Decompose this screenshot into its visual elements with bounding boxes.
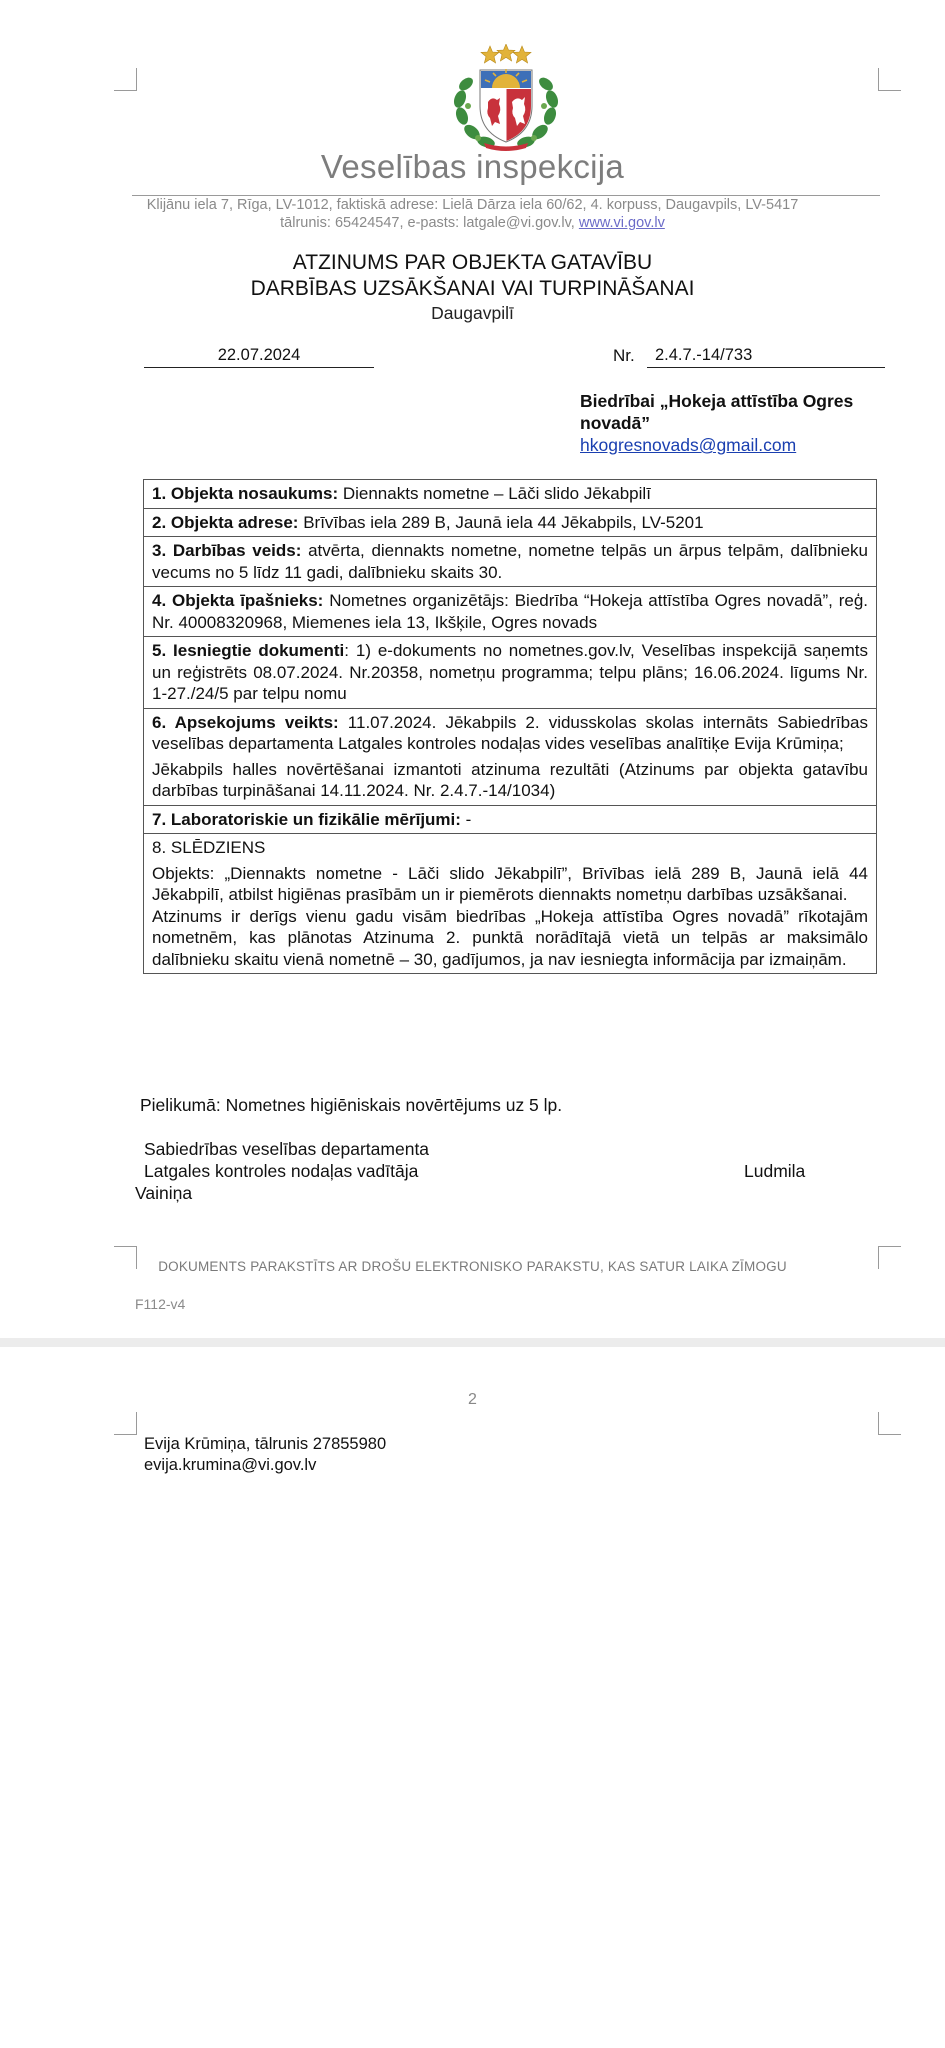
contact-email: evija.krumina@vi.gov.lv (144, 1456, 317, 1474)
e-signature-stamp: DOKUMENTS PARAKSTĪTS AR DROŠU ELEKTRONISKO PARAKSTU, KAS SATUR LAIKA ZĪMOGU (158, 1259, 787, 1274)
page-number: 2 (468, 1391, 477, 1408)
crop-mark-top-right (878, 68, 901, 91)
table-row (144, 805, 877, 834)
table-cell (144, 480, 877, 509)
object-owner-value: Nometnes organizētājs: Biedrība “Hokeja attīstība Ogres novadā”, reģ. Nr. 40008320968, Miemenes iela 13, Ikšķile, Ogres novads (152, 591, 868, 632)
document-number: 2.4.7.-14/733 (647, 346, 885, 368)
page-separator (0, 1338, 945, 1347)
header-divider (132, 195, 880, 196)
document-title-line-2: DARBĪBAS UZSĀKŠANAI VAI TURPINĀŠANAI (250, 277, 695, 300)
table-cell (144, 637, 877, 709)
submitted-documents-value: : 1) e-dokuments no nometnes.gov.lv, Veselības inspekcijā saņemts un reģistrēts 08.07.2024. Nr.20358, nometņu programma; telpu plāns; 16.06.2024. līgums Nr. 1-27./24/5 par telpu nomu (152, 641, 868, 703)
conclusion-paragraph-1: Objekts: „Diennakts nometne - Lāči slido Jēkabpilī”, Brīvības ielā 289 B, Jaunā ielā 44 Jēkabpilī, atbilst higiēnas prasībām un ir piemērots diennakts nometņu darbības uzsākšanai. (152, 863, 868, 904)
document-page-2 (0, 1347, 945, 2048)
recipient-email-link[interactable]: hkogresnovads@gmail.com (580, 435, 797, 455)
header-contacts-text: tālrunis: 65424547, e-pasts: latgale@vi.gov.lv, (280, 215, 579, 231)
table-row (144, 637, 877, 709)
table-row (144, 537, 877, 587)
table-cell (144, 587, 877, 637)
table-cell (144, 537, 877, 587)
object-info-table (143, 479, 877, 974)
table-row (144, 508, 877, 537)
crop-mark-top-left (114, 1412, 137, 1435)
table-cell (144, 834, 877, 974)
document-city: Daugavpilī (431, 303, 514, 323)
table-row (144, 708, 877, 805)
contact-block (144, 1434, 386, 1476)
signatory-surname: Vainiņa (135, 1183, 193, 1203)
document-date: 22.07.2024 (144, 346, 374, 368)
signatory-dept: Sabiedrības veselības departamenta (144, 1139, 430, 1159)
crop-mark-top-right (878, 1412, 901, 1435)
table-row (144, 587, 877, 637)
conclusion-paragraph-2: Atzinums ir derīgs vienu gadu visām biedrības „Hokeja attīstība Ogres novadā” rīkotajām nometnēm, kas plānotas Atzinuma 2. punktā norādītajā vietā un telpās ar maksimālo dalībnieku skaitu vienā nometnē – 30, gadījumos, ja nav iesniegta informācija par izmaiņām. (152, 906, 868, 969)
recipient-name: Biedrībai „Hokeja attīstība Ogres novadā” (580, 391, 854, 433)
crop-mark-top-left (114, 68, 137, 91)
recipient-block (580, 390, 880, 456)
contact-person: Evija Krūmiņa, tālrunis 27855980 (144, 1435, 387, 1453)
submitted-documents-label: 5. Iesniegtie dokumenti (152, 641, 345, 660)
table-row (144, 834, 877, 974)
object-name-label: 1. Objekta nosaukums: (152, 484, 339, 503)
lab-measurements-label: 7. Laboratoriskie un fizikālie mērījumi: (152, 809, 461, 829)
form-code: F112-v4 (135, 1296, 186, 1312)
table-row (144, 480, 877, 509)
inspection-note: Jēkabpils halles novērtēšanai izmantoti atzinuma rezultāti (Atzinums par objekta gatavību darbības turpināšanai 14.11.2024. Nr. 2.4.7.-14/1034) (152, 759, 868, 800)
inspection-value: 11.07.2024. Jēkabpils 2. vidusskolas skolas internāts Sabiedrības veselības departamenta Latgales kontroles nodaļas vides veselības analītiķe Evija Krūmiņa; (152, 712, 868, 753)
signatory-position: Latgales kontroles nodaļas vadītāja (144, 1161, 419, 1181)
table-cell (144, 805, 877, 834)
object-address-label: 2. Objekta adrese: (152, 512, 299, 532)
institution-name: Veselības inspekcija (320, 148, 625, 185)
header-contacts (0, 215, 945, 231)
conclusion-heading: 8. SLĒDZIENS (152, 838, 266, 857)
document-number-label: Nr. (613, 346, 635, 365)
lab-measurements-value: - (460, 809, 472, 829)
website-link[interactable]: www.vi.gov.lv (578, 215, 665, 231)
object-owner-label: 4. Objekta īpašnieks: (152, 591, 324, 610)
inspection-label: 6. Apsekojums veikts: (152, 712, 339, 732)
table-cell (144, 508, 877, 537)
header-address: Klijānu iela 7, Rīga, LV-1012, faktiskā adrese: Lielā Dārza iela 60/62, 4. korpuss, Daugavpils, LV-5417 (146, 197, 799, 213)
object-name-value: Diennakts nometne – Lāči slido Jēkabpilī (338, 484, 651, 503)
document-title-line-1: ATZINUMS PAR OBJEKTA GATAVĪBU (292, 251, 653, 274)
latvia-coat-of-arms-icon (448, 44, 564, 152)
activity-type-value: atvērta, diennakts nometne, nometne telpās un ārpus telpām, dalībnieku vecums no 5 līdz 11 gadi, dalībnieku skaits 30. (152, 541, 868, 582)
activity-type-label: 3. Darbības veids: (152, 541, 302, 560)
object-address-value: Brīvības iela 289 B, Jaunā iela 44 Jēkabpils, LV-5201 (298, 512, 704, 532)
attachment-note: Pielikumā: Nometnes higiēniskais novērtējums uz 5 lp. (140, 1095, 563, 1115)
signatory-first-name: Ludmila (744, 1161, 806, 1181)
table-cell (144, 708, 877, 805)
